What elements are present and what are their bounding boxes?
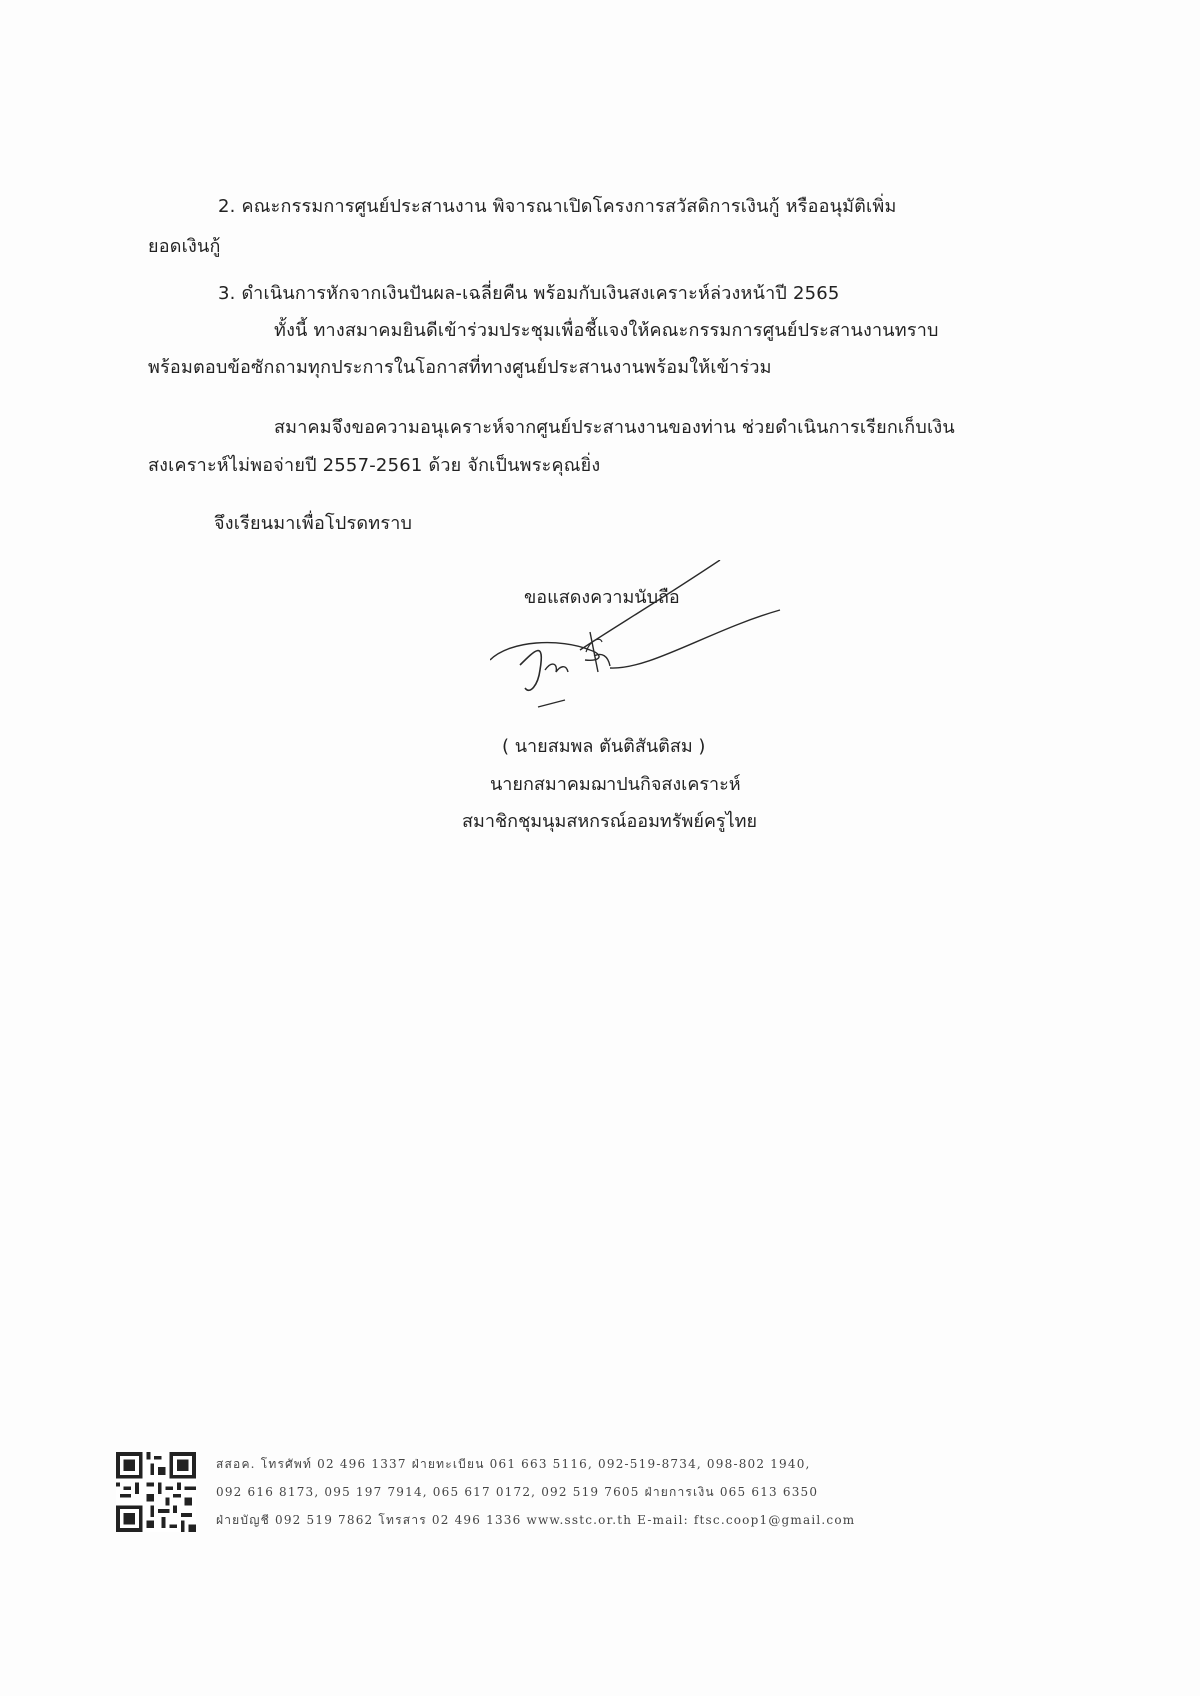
paragraph-2-line-2: สงเคราะห์ไม่พอจ่ายปี 2557-2561 ด้วย จักเป็นพระคุณยิ่ง [148,455,601,476]
footer-contact-line-1: สสอค. โทรศัพท์ 02 496 1337 ฝ่ายทะเบียน 061 663 5116, 092-519-8734, 098-802 1940, [216,1457,811,1471]
footer-contact-line-2: 092 616 8173, 095 197 7914, 065 617 0172, 092 519 7605 ฝ่ายการเงิน 065 613 6350 [216,1485,819,1499]
item-2-line-1: 2. คณะกรรมการศูนย์ประสานงาน พิจารณาเปิดโครงการสวัสดิการเงินกู้ หรืออนุมัติเพิ่ม [218,196,897,217]
item-2-line-2: ยอดเงินกู้ [148,236,221,257]
closing-line: จึงเรียนมาเพื่อโปรดทราบ [214,513,413,534]
qr-code-icon [116,1452,196,1532]
signer-organization: สมาชิกชุมนุมสหกรณ์ออมทรัพย์ครูไทย [462,811,758,832]
signer-title: นายกสมาคมฌาปนกิจสงเคราะห์ [490,774,741,795]
footer-contact-line-3: ฝ่ายบัญชี 092 519 7862 โทรสาร 02 496 1336 www.sstc.or.th E-mail: ftsc.coop1@gmail.com [216,1513,856,1527]
letter-footer [116,1452,976,1542]
salutation: ขอแสดงความนับถือ [524,587,680,608]
handwritten-signature [490,560,810,730]
paragraph-1-line-1: ทั้งนี้ ทางสมาคมยินดีเข้าร่วมประชุมเพื่อชี้แจงให้คณะกรรมการศูนย์ประสานงานทราบ [274,320,939,341]
paragraph-1-line-2: พร้อมตอบข้อซักถามทุกประการในโอกาสที่ทางศูนย์ประสานงานพร้อมให้เข้าร่วม [148,357,772,378]
item-3: 3. ดำเนินการหักจากเงินปันผล-เฉลี่ยคืน พร้อมกับเงินสงเคราะห์ล่วงหน้าปี 2565 [218,283,840,304]
paragraph-2-line-1: สมาคมจึงขอความอนุเคราะห์จากศูนย์ประสานงานของท่าน ช่วยดำเนินการเรียกเก็บเงิน [274,417,955,438]
signer-name: ( นายสมพล ตันติสันติสม ) [502,736,706,757]
